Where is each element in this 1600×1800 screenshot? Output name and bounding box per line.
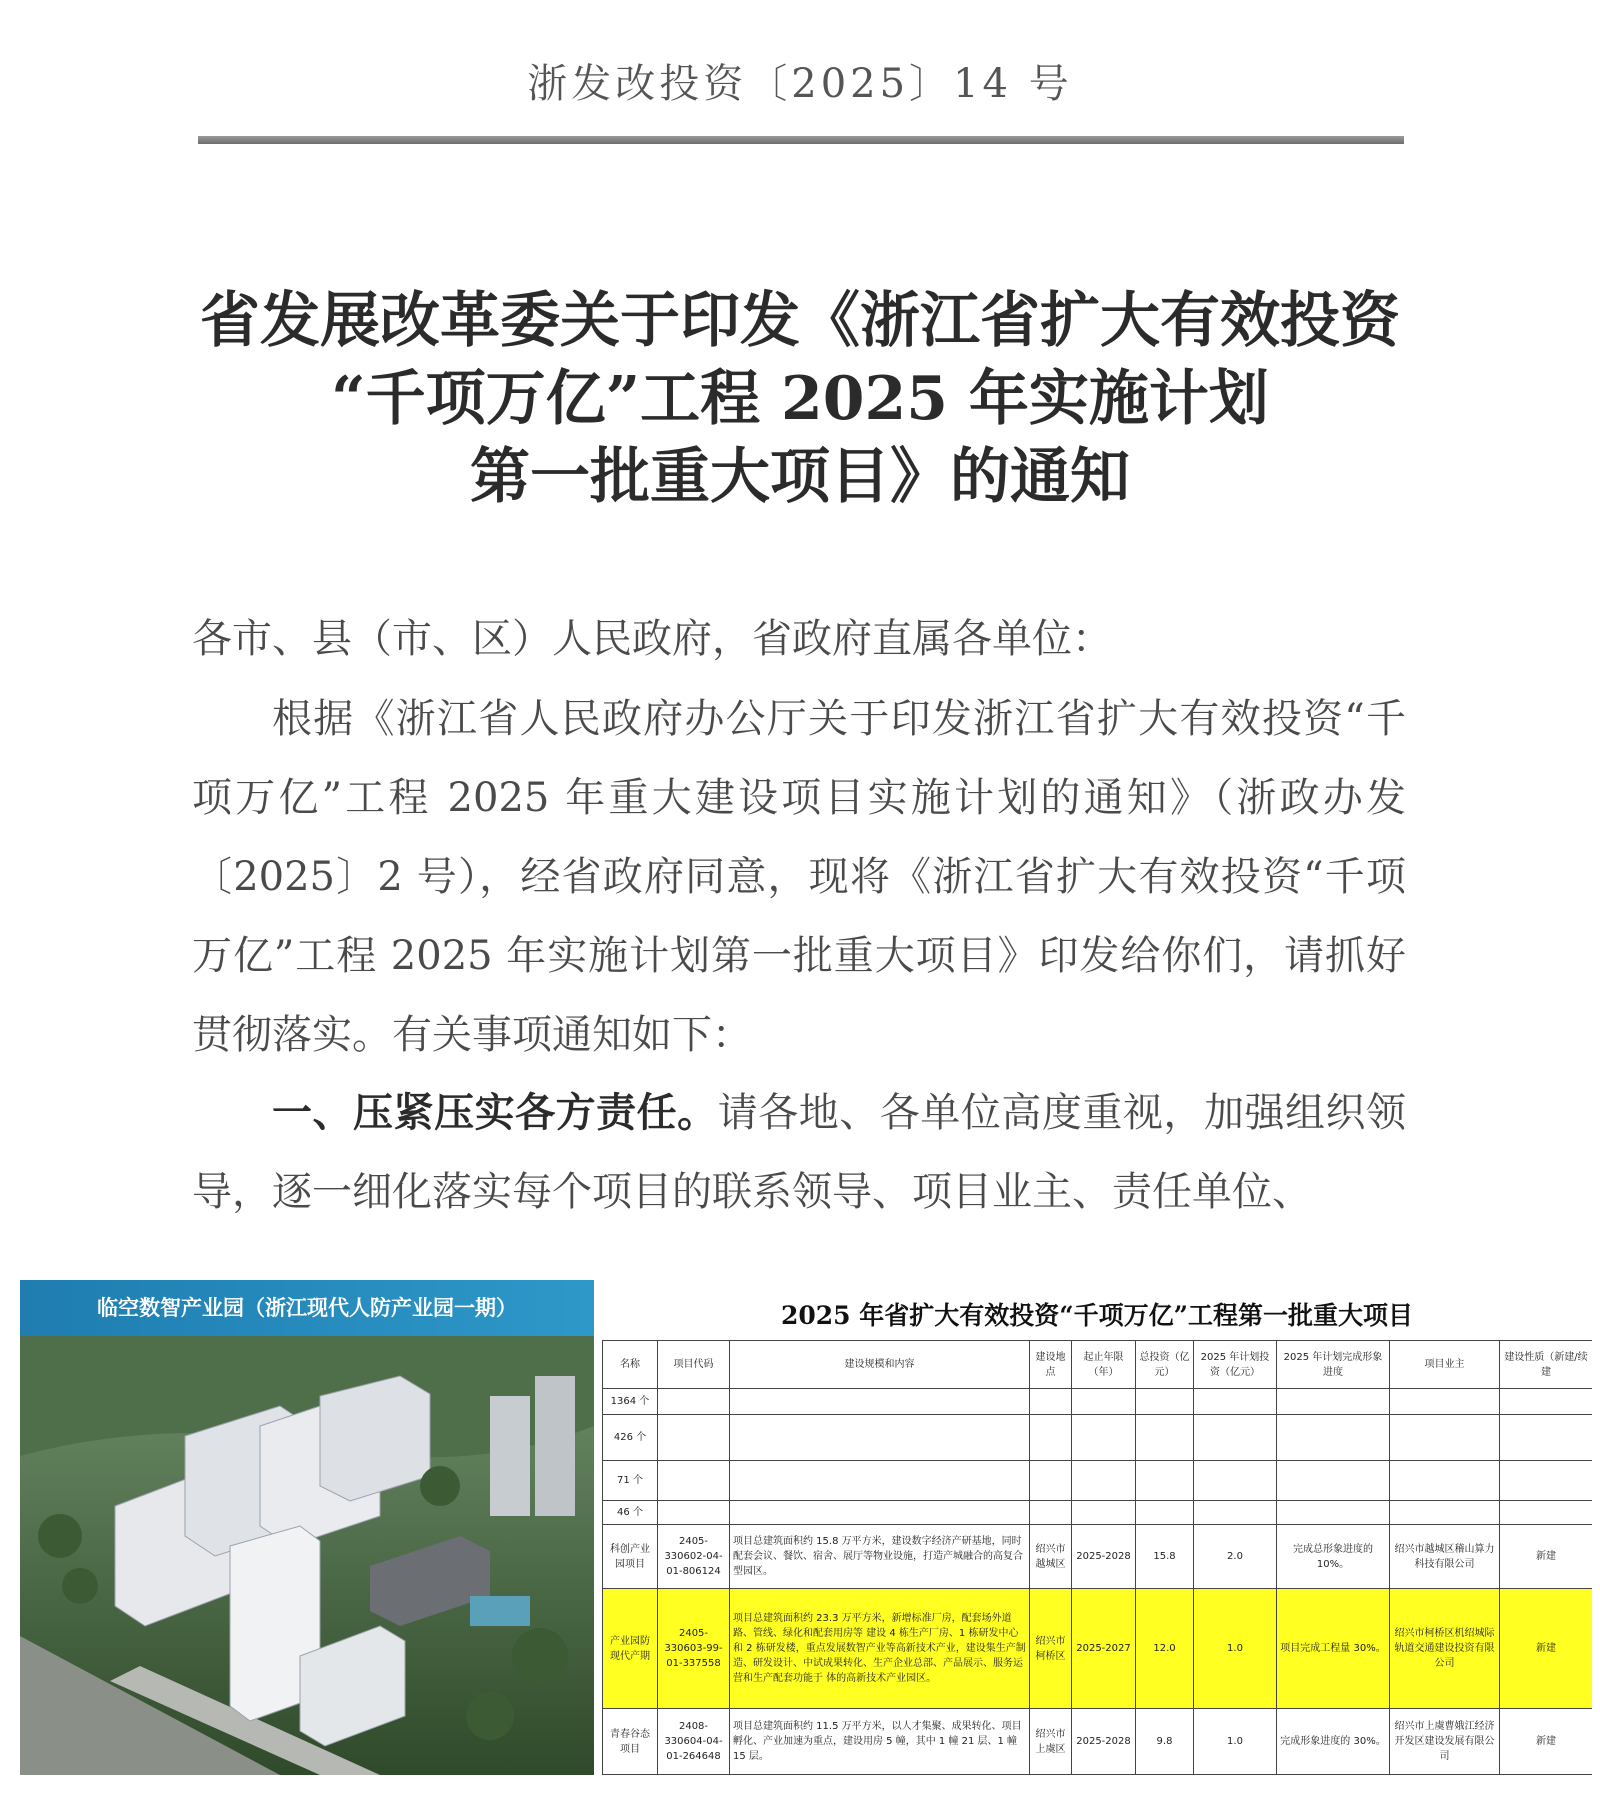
project-code: 2405-330603-99-01-337558 bbox=[658, 1589, 730, 1709]
project-location: 绍兴市越城区 bbox=[1030, 1525, 1072, 1589]
project-plan: 2.0 bbox=[1194, 1525, 1277, 1589]
title-line: 第一批重大项目》的通知 bbox=[470, 442, 1130, 512]
title-line: “千项万亿”工程 2025 年实施计划 bbox=[331, 364, 1269, 434]
body-paragraph: 根据《浙江省人民政府办公厅关于印发浙江省扩大有效投资“千项万亿”工程 2025 年重大建设项目实施计划的通知》（浙政办发〔2025〕2 号），经省政府同意，现将《浙江省扩大有效投资“千项万亿”工程 2025 年实施计划第一批重大项目》印发给你们，请抓好贯彻落实。有关事项通知如下： bbox=[192, 696, 1406, 1058]
section-paragraph bbox=[192, 1073, 1406, 1232]
document-number: 浙发改投资〔2025〕14 号 bbox=[527, 61, 1073, 107]
project-nature: 新建 bbox=[1500, 1709, 1593, 1775]
project-location: 绍兴市柯桥区 bbox=[1030, 1589, 1072, 1709]
project-name: 青春谷态项目 bbox=[603, 1709, 658, 1775]
building-rendering bbox=[20, 1336, 594, 1775]
project-total: 9.8 bbox=[1136, 1709, 1194, 1775]
project-years: 2025-2028 bbox=[1072, 1525, 1136, 1589]
header-cell: 项目业主 bbox=[1390, 1341, 1500, 1389]
summary-row bbox=[603, 1501, 1593, 1525]
project-progress: 完成总形象进度的 10%。 bbox=[1277, 1525, 1390, 1589]
summary-count: 426 个 bbox=[603, 1415, 658, 1461]
header-cell: 建设性质（新建/续建 bbox=[1500, 1341, 1593, 1389]
project-progress: 完成形象进度的 30%。 bbox=[1277, 1709, 1390, 1775]
summary-row bbox=[603, 1415, 1593, 1461]
salutation: 各市、县（市、区）人民政府，省政府直属各单位： bbox=[192, 616, 1112, 662]
header-cell: 2025 年计划投资（亿元） bbox=[1194, 1341, 1277, 1389]
title-line: 省发展改革委关于印发《浙江省扩大有效投资 bbox=[200, 286, 1400, 356]
project-name: 产业园防现代产期 bbox=[603, 1589, 658, 1709]
project-total: 12.0 bbox=[1136, 1589, 1194, 1709]
header-cell: 建设规模和内容 bbox=[730, 1341, 1030, 1389]
project-progress: 项目完成工程量 30%。 bbox=[1277, 1589, 1390, 1709]
project-plan: 1.0 bbox=[1194, 1709, 1277, 1775]
table-row bbox=[603, 1525, 1593, 1589]
document-title bbox=[0, 282, 1600, 516]
section-heading: 一、压紧压实各方责任。 bbox=[272, 1089, 718, 1136]
header-cell: 起止年限（年） bbox=[1072, 1341, 1136, 1389]
project-code: 2405-330602-04-01-806124 bbox=[658, 1525, 730, 1589]
red-header-rule bbox=[198, 136, 1404, 144]
project-content: 项目总建筑面积约 23.3 万平方米，新增标准厂房，配套场外道路、管线、绿化和配套用房等 建设 4 栋生产厂房、1 栋研发中心和 2 栋研发楼，重点发展数智产业等高新技术产业，建设集生产制造、研发设计、中试成果转化、生产企业总部、产品展示、服务运营和生产配套功能于 体的高新技术产业园区。 bbox=[730, 1589, 1030, 1709]
summary-count: 1364 个 bbox=[603, 1389, 658, 1415]
project-content: 项目总建筑面积约 11.5 万平方米，以人才集聚、成果转化、项目孵化、产业加速为重点，建设用房 5 幢，其中 1 幢 21 层、1 幢 15 层。 bbox=[730, 1709, 1030, 1775]
project-rendering-photo bbox=[20, 1280, 594, 1775]
summary-count: 71 个 bbox=[603, 1461, 658, 1501]
table-title: 2025 年省扩大有效投资“千项万亿”工程第一批重大项目 bbox=[780, 1301, 1414, 1330]
table-row bbox=[603, 1589, 1593, 1709]
project-name: 科创产业园项目 bbox=[603, 1525, 658, 1589]
project-owner: 绍兴市越城区稽山算力科技有限公司 bbox=[1390, 1525, 1500, 1589]
project-owner: 绍兴市柯桥区机绍城际轨道交通建设投资有限公司 bbox=[1390, 1589, 1500, 1709]
project-years: 2025-2028 bbox=[1072, 1709, 1136, 1775]
summary-count: 46 个 bbox=[603, 1501, 658, 1525]
section-text: 请各地、各单位高度重视，加强组织领导，逐一细化落实每个项目的联系领导、项目业主、责任单位、 bbox=[192, 1090, 1407, 1215]
project-nature: 新建 bbox=[1500, 1525, 1593, 1589]
projects-table bbox=[602, 1340, 1592, 1775]
project-years: 2025-2027 bbox=[1072, 1589, 1136, 1709]
header-cell: 项目代码 bbox=[658, 1341, 730, 1389]
project-content: 项目总建筑面积约 15.8 万平方米，建设数字经济产研基地，同时配套会议、餐饮、宿舍、展厅等物业设施，打造产城融合的高复合型园区。 bbox=[730, 1525, 1030, 1589]
project-code: 2408-330604-04-01-264648 bbox=[658, 1709, 730, 1775]
project-plan: 1.0 bbox=[1194, 1589, 1277, 1709]
project-nature: 新建 bbox=[1500, 1589, 1593, 1709]
project-owner: 绍兴市上虞曹娥江经济开发区建设发展有限公司 bbox=[1390, 1709, 1500, 1775]
header-cell: 总投资（亿元） bbox=[1136, 1341, 1194, 1389]
project-location: 绍兴市上虞区 bbox=[1030, 1709, 1072, 1775]
project-total: 15.8 bbox=[1136, 1525, 1194, 1589]
table-row bbox=[603, 1709, 1593, 1775]
header-cell: 名称 bbox=[603, 1341, 658, 1389]
header-cell: 2025 年计划完成形象进度 bbox=[1277, 1341, 1390, 1389]
summary-row bbox=[603, 1461, 1593, 1501]
project-table-panel bbox=[602, 1280, 1592, 1790]
summary-row bbox=[603, 1389, 1593, 1415]
photo-caption: 临空数智产业园（浙江现代人防产业园一期） bbox=[20, 1280, 594, 1336]
header-cell: 建设地点 bbox=[1030, 1341, 1072, 1389]
